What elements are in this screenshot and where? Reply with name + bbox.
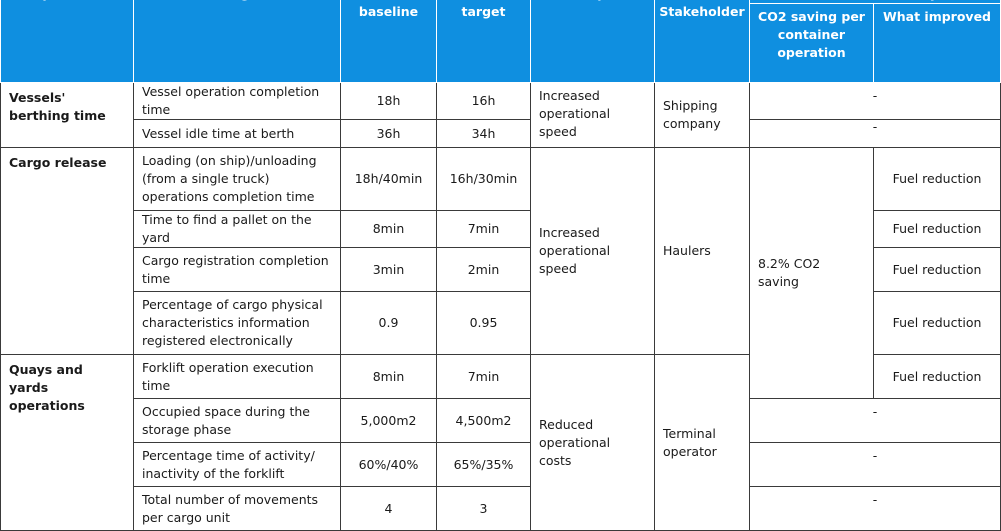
what-improved-cell: Increased operational speed [531,83,655,148]
kpi-cell: Loading (on ship)/unloading (from a single truck) operations completion time [134,148,341,211]
operation-cell: Vessels' berthing time [1,83,134,148]
stakeholder-cell: Terminal operator [655,355,750,531]
table-row [1,83,1001,120]
table-row [1,148,1001,211]
kpi-cell: Percentage time of activity/ inactivity of the forklift [134,443,341,487]
target-cell: 3 [437,487,531,531]
header-co2-saving: CO2 saving per container operation [750,4,874,83]
table-row [1,487,1001,531]
target-cell: 34h [437,120,531,148]
baseline-cell: 3min [341,248,437,292]
target-cell: 2min [437,248,531,292]
kpi-cell: Percentage of cargo physical characteristics information registered electronically [134,292,341,355]
env-dash-cell: - [750,443,1001,487]
kpi-cell: Cargo registration completion time [134,248,341,292]
header-target: target [437,0,531,83]
table-row [1,399,1001,443]
env-dash-cell: - [750,120,1001,148]
baseline-cell: 0.9 [341,292,437,355]
kpi-cell: Forklift operation execution time [134,355,341,399]
baseline-cell: 5,000m2 [341,399,437,443]
header-stakeholder: Stakeholder [655,0,750,83]
table-row [1,443,1001,487]
env-dash-cell: - [750,399,1001,443]
kpi-cell: Time to find a pallet on the yard [134,211,341,248]
target-cell: 16h [437,83,531,120]
table-row [1,120,1001,148]
kpi-cell: Vessel operation completion time [134,83,341,120]
kpi-cell: Vessel idle time at berth [134,120,341,148]
header-baseline: baseline [341,0,437,83]
header-kpi [134,0,341,83]
env-improved-cell: Fuel reduction [874,355,1001,399]
header-env-what-improved: What improved [874,4,1001,83]
operation-cell: Cargo release [1,148,134,355]
baseline-cell: 8min [341,355,437,399]
baseline-cell: 4 [341,487,437,531]
env-improved-cell: Fuel reduction [874,248,1001,292]
co2-saving-cell: 8.2% CO2 saving [750,148,874,399]
target-cell: 16h/30min [437,148,531,211]
baseline-cell: 8min [341,211,437,248]
target-cell: 7min [437,355,531,399]
operation-cell: Quays and yards operations [1,355,134,531]
kpi-cell: Occupied space during the storage phase [134,399,341,443]
env-improved-cell: Fuel reduction [874,148,1001,211]
env-dash-cell: - [750,487,1001,531]
env-dash-cell: - [750,83,1001,120]
target-cell: 7min [437,211,531,248]
env-improved-cell: Fuel reduction [874,211,1001,248]
stakeholder-cell: Shipping company [655,83,750,148]
target-cell: 4,500m2 [437,399,531,443]
baseline-cell: 60%/40% [341,443,437,487]
header-operation [1,0,134,83]
stakeholder-cell: Haulers [655,148,750,355]
what-improved-cell: Increased operational speed [531,148,655,355]
env-improved-cell: Fuel reduction [874,292,1001,355]
target-cell: 65%/35% [437,443,531,487]
baseline-cell: 36h [341,120,437,148]
target-cell: 0.95 [437,292,531,355]
kpi-cell: Total number of movements per cargo unit [134,487,341,531]
baseline-cell: 18h/40min [341,148,437,211]
header-what-improved [531,0,655,83]
baseline-cell: 18h [341,83,437,120]
what-improved-cell: Reduced operational costs [531,355,655,531]
